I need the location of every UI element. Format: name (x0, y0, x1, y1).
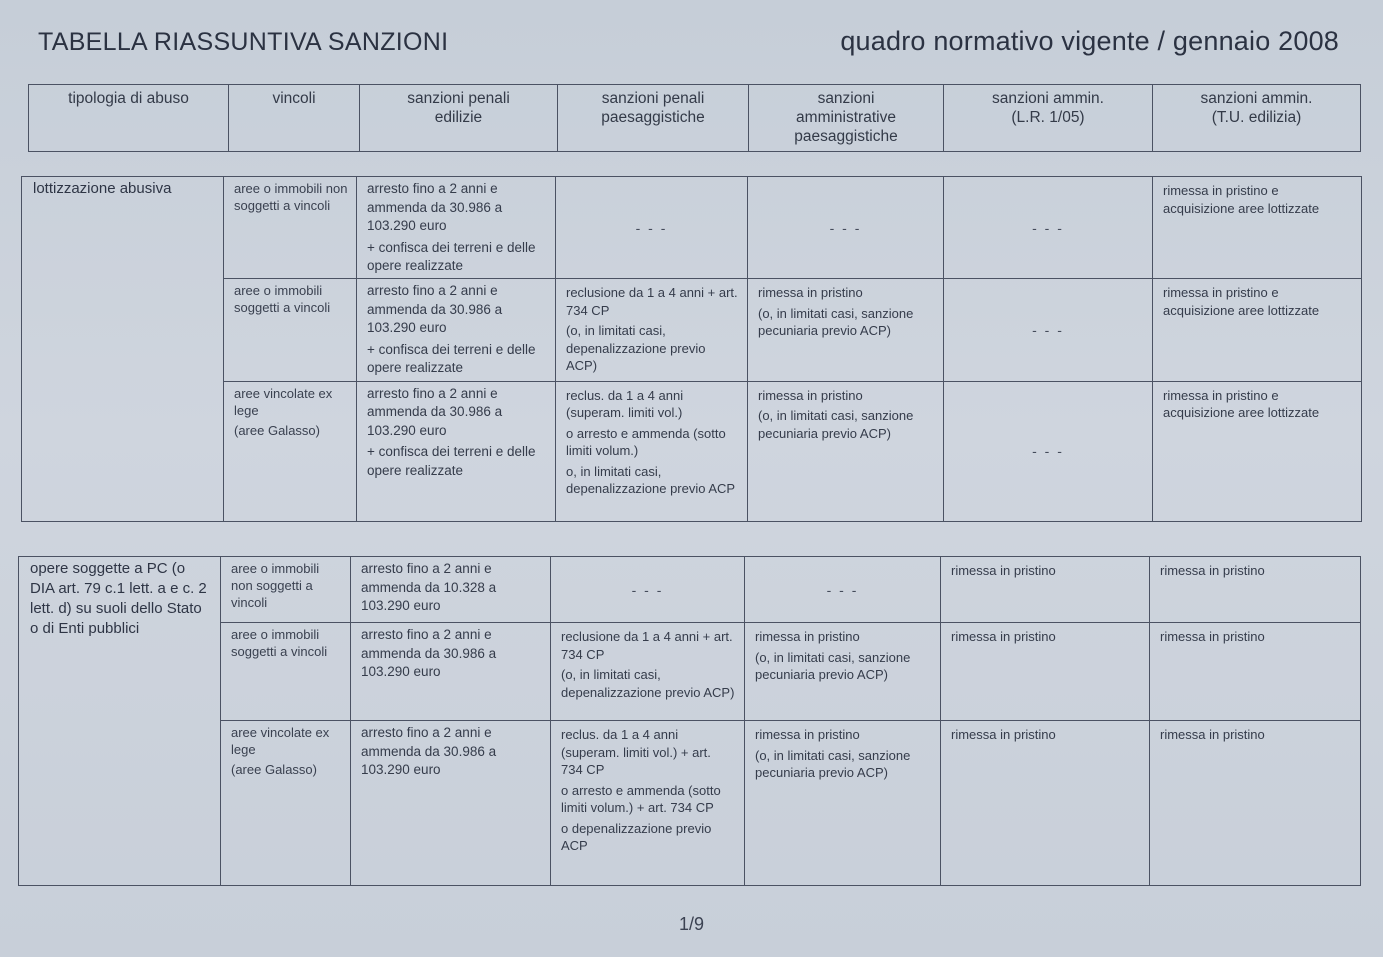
vincoli-text: aree vincolate ex lege (234, 385, 333, 418)
header-ammin-paesaggistiche: sanzioni amministrative paesaggistiche (749, 85, 944, 152)
ammin-lr-cell (941, 623, 1150, 721)
vincoli-text: aree o immobili non soggetti a vincoli (234, 181, 348, 213)
cell-paragraph: (o, in limitati casi, sanzione pecuniaria previo ACP) (755, 747, 911, 781)
cell-paragraph: rimessa in pristino (1160, 629, 1265, 645)
penali-paesaggistiche-cell: - - - (556, 177, 748, 279)
penali-edilizie-cell (357, 177, 556, 279)
table-row (19, 557, 1361, 623)
ammin-tu-cell (1150, 623, 1361, 721)
header-penali-paesaggistiche: sanzioni penali paesaggistiche (558, 85, 749, 152)
cell-paragraph: reclus. da 1 a 4 anni (superam. limiti vol.) (566, 387, 684, 421)
vincoli-cell (221, 721, 351, 886)
cell-paragraph: (o, in limitati casi, sanzione pecuniaria previo ACP) (758, 305, 914, 339)
penali-paesaggistiche-cell (551, 721, 745, 886)
ammin-paesaggistiche-cell (745, 623, 941, 721)
ammin-lr-cell (941, 557, 1150, 623)
cell-paragraph: arresto fino a 2 anni e ammenda da 30.986 a 103.290 euro (361, 627, 497, 680)
ammin-lr-cell: - - - (944, 177, 1153, 279)
cell-paragraph: rimessa in pristino e acquisizione aree lottizzate (1163, 387, 1320, 421)
cell-paragraph: rimessa in pristino (951, 629, 1056, 645)
vincoli-extra-text: (aree Galasso) (234, 422, 320, 438)
vincoli-cell (224, 279, 357, 381)
cell-paragraph: + confisca dei terreni e delle opere realizzate (367, 444, 536, 478)
penali-edilizie-cell (351, 721, 551, 886)
cell-paragraph: + confisca dei terreni e delle opere realizzate (367, 239, 536, 273)
cell-paragraph: rimessa in pristino e acquisizione aree lottizzate (1163, 183, 1320, 216)
vincoli-cell (221, 623, 351, 721)
ammin-lr-cell (941, 721, 1150, 886)
cell-paragraph: arresto fino a 2 anni e ammenda da 10.328 a 103.290 euro (361, 561, 497, 613)
header-penali-edilizie: sanzioni penali edilizie (360, 85, 558, 152)
cell-paragraph: (o, in limitati casi, sanzione pecuniaria previo ACP) (755, 649, 911, 683)
cell-paragraph: rimessa in pristino (755, 727, 860, 743)
penali-paesaggistiche-cell: - - - (551, 557, 745, 623)
ammin-paesaggistiche-cell (745, 721, 941, 886)
ammin-paesaggistiche-cell: - - - (748, 177, 944, 279)
ammin-tu-cell (1150, 721, 1361, 886)
ammin-paesaggistiche-cell (748, 279, 944, 381)
cell-paragraph: rimessa in pristino (1160, 727, 1265, 743)
ammin-tu-cell (1150, 557, 1361, 623)
penali-edilizie-cell (351, 557, 551, 623)
cell-paragraph: o arresto e ammenda (sotto limiti volum.) (566, 425, 726, 459)
penali-paesaggistiche-cell (556, 279, 748, 381)
cell-paragraph: rimessa in pristino (758, 285, 863, 301)
ammin-tu-cell (1153, 177, 1362, 279)
cell-paragraph: o, in limitati casi, depenalizzazione previo ACP (566, 463, 736, 497)
cell-paragraph: + confisca dei terreni e delle opere realizzate (367, 341, 536, 376)
cell-paragraph: reclus. da 1 a 4 anni (superam. limiti vol.) + art. 734 CP (561, 727, 711, 778)
ammin-tu-cell (1153, 381, 1362, 521)
vincoli-text: aree o immobili non soggetti a vincoli (231, 561, 320, 610)
category-cell: opere soggette a PC (o DIA art. 79 c.1 lett. a e c. 2 lett. d) su suoli dello Stato o di Enti pubblici (19, 557, 221, 886)
section-opere-pc-table (18, 556, 1361, 886)
vincoli-text: aree vincolate ex lege (231, 725, 330, 758)
cell-paragraph: (o, in limitati casi, depenalizzazione previo ACP) (566, 323, 706, 374)
cell-paragraph: arresto fino a 2 anni e ammenda da 30.986 a 103.290 euro (361, 725, 497, 778)
ammin-paesaggistiche-cell: - - - (745, 557, 941, 623)
document-subtitle: quadro normativo vigente / gennaio 2008 (840, 26, 1339, 56)
cell-paragraph: reclusione da 1 a 4 anni + art. 734 CP (566, 285, 738, 318)
table-row (22, 177, 1362, 279)
penali-paesaggistiche-cell (551, 623, 745, 721)
cell-paragraph: reclusione da 1 a 4 anni + art. 734 CP (561, 629, 733, 662)
vincoli-text: aree o immobili soggetti a vincoli (231, 627, 328, 660)
cell-paragraph: rimessa in pristino (951, 563, 1056, 578)
penali-edilizie-cell (357, 279, 556, 381)
header-tipologia: tipologia di abuso (29, 85, 229, 152)
cell-paragraph: arresto fino a 2 anni e ammenda da 30.986 a 103.290 euro (367, 283, 503, 336)
page-number: 1/9 (678, 914, 705, 934)
document-title: TABELLA RIASSUNTIVA SANZIONI (38, 28, 449, 56)
header-ammin-lr: sanzioni ammin. (L.R. 1/05) (944, 85, 1153, 152)
penali-paesaggistiche-cell (556, 381, 748, 521)
header-ammin-tu: sanzioni ammin. (T.U. edilizia) (1153, 85, 1361, 152)
ammin-paesaggistiche-cell (748, 381, 944, 521)
cell-paragraph: rimessa in pristino (755, 629, 860, 645)
cell-paragraph: o depenalizzazione previo ACP (561, 820, 712, 854)
vincoli-cell (221, 557, 351, 623)
section-lottizzazione-table (21, 176, 1362, 522)
cell-paragraph: rimessa in pristino e acquisizione aree lottizzate (1163, 285, 1320, 318)
cell-paragraph: o arresto e ammenda (sotto limiti volum.) + art. 734 CP (561, 782, 721, 816)
vincoli-cell (224, 381, 357, 521)
cell-paragraph: (o, in limitati casi, depenalizzazione previo ACP) (561, 667, 735, 700)
penali-edilizie-cell (357, 381, 556, 521)
vincoli-extra-text: (aree Galasso) (231, 762, 317, 778)
ammin-lr-cell: - - - (944, 279, 1153, 381)
cell-paragraph: rimessa in pristino (951, 727, 1056, 743)
table-row (19, 623, 1361, 721)
vincoli-cell (224, 177, 357, 279)
ammin-tu-cell (1153, 279, 1362, 381)
penali-edilizie-cell (351, 623, 551, 721)
category-cell: lottizzazione abusiva (22, 177, 224, 522)
header-table (28, 84, 1361, 152)
cell-paragraph: rimessa in pristino (758, 387, 863, 403)
ammin-lr-cell: - - - (944, 381, 1153, 521)
cell-paragraph: arresto fino a 2 anni e ammenda da 30.986 a 103.290 euro (367, 181, 503, 233)
vincoli-text: aree o immobili soggetti a vincoli (234, 283, 331, 316)
cell-paragraph: rimessa in pristino (1160, 563, 1265, 578)
header-vincoli: vincoli (229, 85, 360, 152)
table-row (19, 721, 1361, 886)
cell-paragraph: (o, in limitati casi, sanzione pecuniaria previo ACP) (758, 408, 914, 441)
cell-paragraph: arresto fino a 2 anni e ammenda da 30.986 a 103.290 euro (367, 385, 503, 438)
